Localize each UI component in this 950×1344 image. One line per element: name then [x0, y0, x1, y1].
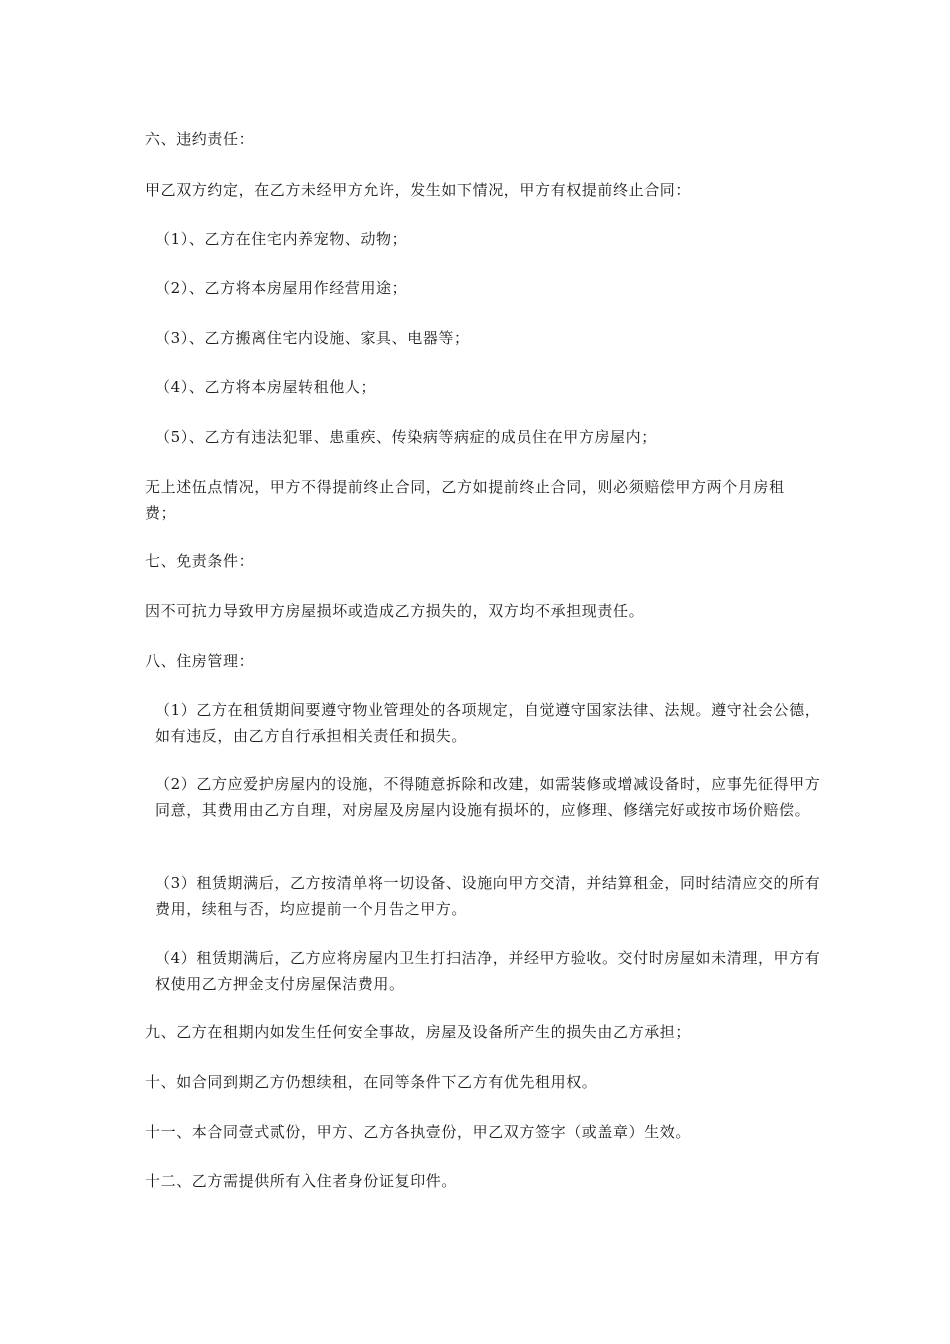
- exemption-paragraph: 因不可抗力导致甲方房屋损坏或造成乙方损失的，双方均不承担现责任。: [145, 602, 645, 620]
- breach-item-5: （5）、乙方有违法犯罪、患重疾、传染病等病症的成员住在甲方房屋内；: [155, 428, 657, 446]
- clause-nine: 九、乙方在租期内如发生任何安全事故，房屋及设备所产生的损失由乙方承担；: [145, 1023, 692, 1041]
- section-heading-exemption: 七、免责条件：: [145, 552, 255, 570]
- breach-intro-paragraph: 甲乙双方约定，在乙方未经甲方允许，发生如下情况，甲方有权提前终止合同：: [145, 181, 692, 199]
- management-item-4: （4）租赁期满后，乙方应将房屋内卫生打扫洁净，并经甲方验收。交付时房屋如未清理，甲方有权使用乙方押金支付房屋保洁费用。: [155, 949, 821, 993]
- clause-eleven: 十一、本合同壹式贰份，甲方、乙方各执壹份，甲乙双方签字（或盖章）生效。: [145, 1123, 692, 1141]
- clause-ten: 十、如合同到期乙方仍想续租，在同等条件下乙方有优先租用权。: [145, 1073, 598, 1091]
- section-heading-housing-management: 八、住房管理：: [145, 652, 255, 670]
- management-item-3: （3）租赁期满后，乙方按清单将一切设备、设施向甲方交清，并结算租金，同时结清应交的所有费用，续租与否，均应提前一个月告之甲方。: [155, 874, 821, 918]
- clause-twelve: 十二、乙方需提供所有入住者身份证复印件。: [145, 1172, 458, 1190]
- breach-item-1: （1）、乙方在住宅内养宠物、动物；: [155, 230, 408, 248]
- management-item-2: （2）乙方应爱护房屋内的设施，不得随意拆除和改建，如需装修或增减设备时，应事先征得甲方同意，其费用由乙方自理，对房屋及房屋内设施有损坏的，应修理、修缮完好或按市场价赔偿。: [155, 775, 821, 819]
- section-heading-breach: 六、违约责任：: [145, 130, 255, 148]
- breach-item-2: （2）、乙方将本房屋用作经营用途；: [155, 279, 408, 297]
- breach-penalty-paragraph: 无上述伍点情况，甲方不得提前终止合同，乙方如提前终止合同，则必须赔偿甲方两个月房租费；: [145, 478, 785, 522]
- breach-item-4: （4）、乙方将本房屋转租他人；: [155, 378, 377, 396]
- breach-item-3: （3）、乙方搬离住宅内设施、家具、电器等；: [155, 329, 470, 347]
- management-item-1: （1）乙方在租赁期间要遵守物业管理处的各项规定，自觉遵守国家法律、法规。遵守社会公德，如有违反，由乙方自行承担相关责任和损失。: [155, 701, 821, 745]
